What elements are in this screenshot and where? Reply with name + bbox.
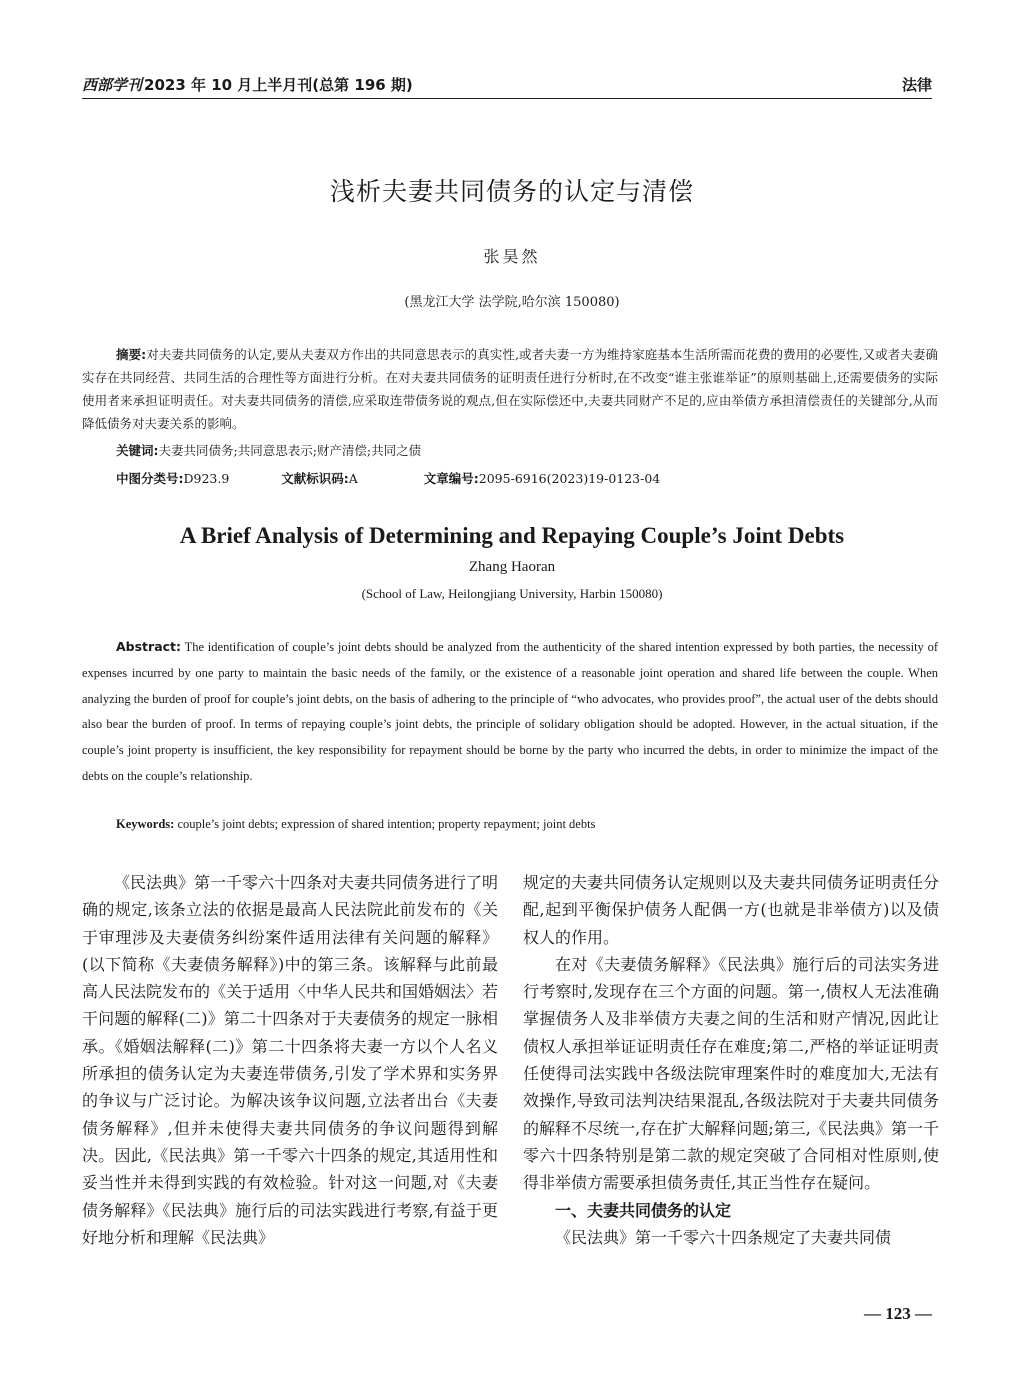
section-heading: 一、夫妻共同债务的认定 <box>555 1200 732 1220</box>
keywords-en-text: couple’s joint debts; expression of shared intention; property repayment; joint debts <box>177 817 596 831</box>
keywords-en-label: Keywords: <box>116 817 175 831</box>
classification-line <box>116 469 660 487</box>
article-number-label: 文章编号: <box>423 471 479 486</box>
running-header <box>82 72 932 99</box>
abstract-en <box>82 634 938 790</box>
section-label: 法律 <box>901 76 932 94</box>
keywords-en <box>116 817 595 832</box>
clc-value: D923.9 <box>183 471 230 486</box>
journal-logo: 西部学刊 <box>82 76 143 94</box>
keywords-cn-label: 关键词: <box>116 443 159 458</box>
body-paragraph: 《民法典》第一千零六十四条对夫妻共同债务进行了明确的规定,该条立法的依据是最高人民法院此前发布的《关于审理涉及夫妻债务纠纷案件适用法律有关问题的解释》(以下简称《夫妻债务解释》)中的第三条。该解释与此前最高人民法院发布的《关于适用〈中华人民共和国婚姻法〉若干问题的解释(二)》第二十四条对于夫妻债务的规定一脉相承。《婚姻法解释(二)》第二十四条将夫妻一方以个人名义所承担的债务认定为夫妻连带债务,引发了学术界和实务界的争议与广泛讨论。为解决该争议问题,立法者出台《夫妻债务解释》,但并未使得夫妻共同债务的争议问题得到解决。因此,《民法典》第一千零六十四条的规定,其适用性和妥当性并未得到实践的有效检验。针对这一问题,对《夫妻债务解释》《民法典》施行后的司法实践进行考察,有益于更好地分析和理解《民法典》 <box>82 873 499 1247</box>
body-paragraph: 《民法典》第一千零六十四条规定了夫妻共同债 <box>555 1227 892 1247</box>
abstract-en-text: The identification of couple’s joint debts should be analyzed from the authenticity of the shared intention expressed by both parties, the necessity of expenses incurred by one party to maintain the basic needs of the family, or the existence of a reasonable joint operation and shared life between the couple. When analyzing the burden of proof for couple’s joint debts, on the basis of adhering to the principle of “who advocates, who provides proof”, the actual user of the debts should also bear the burden of proof. In terms of repaying couple’s joint debts, the principle of solidary obligation should be adopted. However, in the actual situation, if the couple’s joint property is insufficient, the key responsibility for repayment should be borne by the party who incurred the debts, in order to minimize the impact of the debts on the couple’s relationship. <box>82 640 938 783</box>
abstract-cn-text: 对夫妻共同债务的认定,要从夫妻双方作出的共同意思表示的真实性,或者夫妻一方为维持家庭基本生活所需而花费的费用的必要性,又或者夫妻确实存在共同经营、共同生活的合理性等方面进行分析。在对夫妻共同债务的证明责任进行分析时,在不改变“谁主张谁举证”的原则基础上,还需要债务的实际使用者来承担证明责任。对夫妻共同债务的清偿,应采取连带债务说的观点,但在实际偿还中,夫妻共同财产不足的,应由举债方承担清偿责任的关键部分,从而降低债务对夫妻关系的影响。 <box>82 347 938 431</box>
keywords-cn-text: 夫妻共同债务;共同意思表示;财产清偿;共同之债 <box>158 443 422 458</box>
doc-code-value: A <box>348 471 358 486</box>
issue-text: 2023 年 10 月上半月刊(总第 196 期) <box>144 76 413 94</box>
body-column-left <box>82 869 498 1251</box>
abstract-en-label: Abstract: <box>116 639 182 654</box>
abstract-cn <box>82 343 938 435</box>
journal-issue <box>82 74 413 95</box>
doc-code-label: 文献标识码: <box>281 471 349 486</box>
body-paragraph: 规定的夫妻共同债务认定规则以及夫妻共同债务证明责任分配,起到平衡保护债务人配偶一方(也就是非举债方)以及债权人的作用。 <box>523 873 940 947</box>
body-paragraph: 在对《夫妻债务解释》《民法典》施行后的司法实务进行考察时,发现存在三个方面的问题。第一,债权人无法准确掌握债务人及非举债方夫妻之间的生活和财产情况,因此让债权人承担举证证明责任存在难度;第二,严格的举证证明责任使得司法实践中各级法院审理案件时的难度加大,无法有效操作,导致司法判决结果混乱,各级法院对于夫妻共同债务的解释不尽统一,存在扩大解释问题;第三,《民法典》第一千零六十四条特别是第二款的规定突破了合同相对性原则,使得非举债方需要承担债务责任,其正当性存在疑问。 <box>523 954 939 1193</box>
keywords-cn <box>116 441 421 459</box>
english-affiliation: (School of Law, Heilongjiang University, Harbin 150080) <box>361 586 663 601</box>
page-number: — 123 — <box>864 1304 932 1323</box>
author-name: 张昊然 <box>483 247 541 266</box>
english-title: A Brief Analysis of Determining and Repaying Couple’s Joint Debts <box>179 523 845 548</box>
author-affiliation: (黑龙江大学 法学院,哈尔滨 150080) <box>404 295 620 310</box>
body-column-right <box>523 869 939 1251</box>
article-title: 浅析夫妻共同债务的认定与清偿 <box>329 177 694 206</box>
english-author: Zhang Haoran <box>468 559 556 575</box>
article-number-value: 2095-6916(2023)19-0123-04 <box>478 471 661 486</box>
clc-label: 中图分类号: <box>116 471 184 486</box>
abstract-cn-label: 摘要: <box>116 347 147 362</box>
